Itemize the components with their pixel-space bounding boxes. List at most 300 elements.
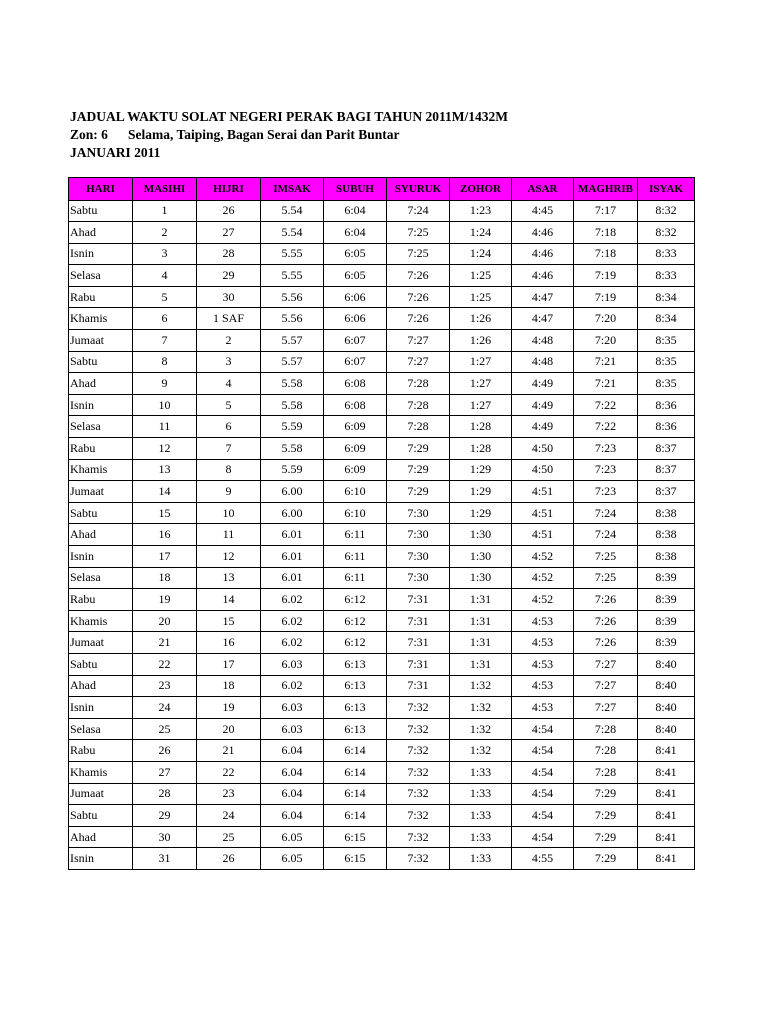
header-syuruk: SYURUK [387,178,450,201]
cell-masihi: 24 [133,697,197,719]
cell-day: Jumaat [69,783,133,805]
table-row [69,761,695,783]
cell-maghrib: 7:26 [574,589,638,611]
cell-maghrib: 7:19 [574,286,638,308]
table-row [69,502,695,524]
cell-imsak: 6.04 [261,761,324,783]
table-row [69,567,695,589]
cell-masihi: 23 [133,675,197,697]
cell-day: Isnin [69,546,133,568]
cell-isyak: 8:33 [638,243,695,265]
cell-day: Rabu [69,438,133,460]
cell-masihi: 30 [133,826,197,848]
cell-masihi: 1 [133,200,197,222]
table-row [69,610,695,632]
cell-day: Ahad [69,826,133,848]
cell-hijri: 21 [197,740,261,762]
cell-asar: 4:53 [512,697,574,719]
cell-hijri: 12 [197,546,261,568]
cell-imsak: 6.00 [261,481,324,503]
cell-hijri: 3 [197,351,261,373]
cell-asar: 4:48 [512,330,574,352]
cell-zohor: 1:33 [450,783,512,805]
cell-asar: 4:48 [512,351,574,373]
cell-day: Ahad [69,675,133,697]
cell-day: Jumaat [69,481,133,503]
cell-syuruk: 7:30 [387,546,450,568]
cell-masihi: 21 [133,632,197,654]
table-row [69,308,695,330]
cell-subuh: 6:12 [324,589,387,611]
table-row [69,394,695,416]
cell-imsak: 5.57 [261,351,324,373]
cell-masihi: 5 [133,286,197,308]
cell-day: Jumaat [69,632,133,654]
cell-hijri: 28 [197,243,261,265]
cell-maghrib: 7:20 [574,308,638,330]
cell-masihi: 9 [133,373,197,395]
cell-hijri: 6 [197,416,261,438]
cell-day: Ahad [69,524,133,546]
table-row [69,265,695,287]
header-masihi: MASIHI [133,178,197,201]
cell-subuh: 6:04 [324,200,387,222]
header-imsak: IMSAK [261,178,324,201]
cell-day: Rabu [69,286,133,308]
table-row [69,740,695,762]
cell-asar: 4:52 [512,589,574,611]
header-isyak: ISYAK [638,178,695,201]
table-row [69,243,695,265]
cell-syuruk: 7:32 [387,740,450,762]
cell-asar: 4:54 [512,783,574,805]
cell-asar: 4:55 [512,848,574,870]
cell-hijri: 2 [197,330,261,352]
cell-masihi: 19 [133,589,197,611]
cell-isyak: 8:33 [638,265,695,287]
cell-subuh: 6:10 [324,481,387,503]
table-row [69,222,695,244]
cell-maghrib: 7:26 [574,632,638,654]
cell-masihi: 6 [133,308,197,330]
table-row [69,481,695,503]
cell-masihi: 14 [133,481,197,503]
cell-isyak: 8:40 [638,718,695,740]
cell-hijri: 1 SAF [197,308,261,330]
cell-zohor: 1:32 [450,697,512,719]
cell-isyak: 8:41 [638,761,695,783]
header-subuh: SUBUH [324,178,387,201]
cell-syuruk: 7:32 [387,697,450,719]
cell-asar: 4:53 [512,632,574,654]
cell-asar: 4:45 [512,200,574,222]
page-heading [70,108,508,162]
cell-hijri: 7 [197,438,261,460]
cell-asar: 4:52 [512,546,574,568]
cell-syuruk: 7:28 [387,373,450,395]
cell-imsak: 6.03 [261,718,324,740]
cell-asar: 4:54 [512,826,574,848]
cell-masihi: 31 [133,848,197,870]
cell-syuruk: 7:32 [387,718,450,740]
cell-subuh: 6:15 [324,826,387,848]
cell-imsak: 5.57 [261,330,324,352]
cell-asar: 4:49 [512,394,574,416]
cell-day: Isnin [69,394,133,416]
cell-subuh: 6:13 [324,697,387,719]
cell-masihi: 7 [133,330,197,352]
cell-isyak: 8:37 [638,459,695,481]
cell-hijri: 27 [197,222,261,244]
cell-masihi: 20 [133,610,197,632]
cell-zohor: 1:33 [450,761,512,783]
header-hijri: HIJRI [197,178,261,201]
cell-syuruk: 7:28 [387,416,450,438]
cell-imsak: 5.55 [261,243,324,265]
cell-zohor: 1:28 [450,416,512,438]
header-hari: HARI [69,178,133,201]
cell-maghrib: 7:25 [574,567,638,589]
cell-syuruk: 7:32 [387,761,450,783]
cell-day: Khamis [69,610,133,632]
table-row [69,524,695,546]
cell-maghrib: 7:28 [574,718,638,740]
cell-syuruk: 7:27 [387,330,450,352]
cell-subuh: 6:08 [324,373,387,395]
cell-syuruk: 7:32 [387,826,450,848]
zone-label: Zon: 6 [70,127,108,142]
cell-imsak: 6.01 [261,546,324,568]
cell-isyak: 8:36 [638,394,695,416]
cell-day: Sabtu [69,200,133,222]
cell-imsak: 6.02 [261,589,324,611]
header-zohor: ZOHOR [450,178,512,201]
cell-maghrib: 7:18 [574,243,638,265]
cell-masihi: 16 [133,524,197,546]
cell-maghrib: 7:20 [574,330,638,352]
cell-zohor: 1:33 [450,805,512,827]
cell-day: Rabu [69,589,133,611]
cell-maghrib: 7:28 [574,740,638,762]
cell-hijri: 24 [197,805,261,827]
cell-masihi: 29 [133,805,197,827]
cell-zohor: 1:28 [450,438,512,460]
cell-maghrib: 7:27 [574,653,638,675]
cell-maghrib: 7:25 [574,546,638,568]
cell-hijri: 15 [197,610,261,632]
cell-subuh: 6:14 [324,783,387,805]
cell-syuruk: 7:30 [387,524,450,546]
table-row [69,546,695,568]
cell-asar: 4:54 [512,761,574,783]
cell-subuh: 6:13 [324,675,387,697]
cell-isyak: 8:39 [638,610,695,632]
cell-isyak: 8:37 [638,438,695,460]
cell-syuruk: 7:32 [387,848,450,870]
cell-isyak: 8:40 [638,675,695,697]
cell-subuh: 6:14 [324,761,387,783]
cell-syuruk: 7:25 [387,243,450,265]
cell-imsak: 5.55 [261,265,324,287]
cell-syuruk: 7:26 [387,308,450,330]
cell-day: Selasa [69,567,133,589]
cell-asar: 4:54 [512,740,574,762]
table-row [69,459,695,481]
cell-syuruk: 7:26 [387,265,450,287]
table-row [69,200,695,222]
cell-masihi: 22 [133,653,197,675]
cell-maghrib: 7:27 [574,675,638,697]
table-row [69,438,695,460]
cell-asar: 4:52 [512,567,574,589]
cell-maghrib: 7:21 [574,351,638,373]
cell-maghrib: 7:22 [574,394,638,416]
cell-day: Rabu [69,740,133,762]
cell-imsak: 6.02 [261,675,324,697]
cell-maghrib: 7:29 [574,826,638,848]
cell-isyak: 8:41 [638,740,695,762]
cell-hijri: 30 [197,286,261,308]
cell-maghrib: 7:24 [574,502,638,524]
cell-isyak: 8:39 [638,632,695,654]
cell-hijri: 11 [197,524,261,546]
cell-zohor: 1:30 [450,567,512,589]
cell-maghrib: 7:29 [574,783,638,805]
cell-syuruk: 7:27 [387,351,450,373]
cell-zohor: 1:32 [450,718,512,740]
cell-isyak: 8:39 [638,567,695,589]
cell-masihi: 15 [133,502,197,524]
cell-syuruk: 7:29 [387,459,450,481]
cell-hijri: 17 [197,653,261,675]
cell-maghrib: 7:18 [574,222,638,244]
cell-subuh: 6:15 [324,848,387,870]
document-title: JADUAL WAKTU SOLAT NEGERI PERAK BAGI TAHUN 2011M/1432M [70,109,508,124]
cell-masihi: 12 [133,438,197,460]
cell-isyak: 8:34 [638,308,695,330]
table-header-row [69,178,695,201]
cell-isyak: 8:32 [638,222,695,244]
table-row [69,848,695,870]
cell-day: Selasa [69,718,133,740]
cell-masihi: 26 [133,740,197,762]
cell-zohor: 1:32 [450,675,512,697]
cell-hijri: 13 [197,567,261,589]
cell-subuh: 6:06 [324,286,387,308]
cell-imsak: 6.05 [261,826,324,848]
cell-hijri: 23 [197,783,261,805]
cell-subuh: 6:04 [324,222,387,244]
cell-imsak: 5.54 [261,200,324,222]
cell-zohor: 1:26 [450,308,512,330]
table-row [69,373,695,395]
cell-hijri: 5 [197,394,261,416]
cell-subuh: 6:05 [324,243,387,265]
cell-zohor: 1:32 [450,740,512,762]
cell-asar: 4:51 [512,502,574,524]
cell-syuruk: 7:32 [387,805,450,827]
cell-day: Selasa [69,416,133,438]
table-body [69,200,695,869]
cell-zohor: 1:25 [450,265,512,287]
cell-subuh: 6:05 [324,265,387,287]
cell-subuh: 6:06 [324,308,387,330]
cell-subuh: 6:13 [324,718,387,740]
cell-day: Isnin [69,697,133,719]
cell-imsak: 6.01 [261,567,324,589]
cell-zohor: 1:31 [450,610,512,632]
cell-hijri: 10 [197,502,261,524]
cell-syuruk: 7:25 [387,222,450,244]
cell-isyak: 8:41 [638,848,695,870]
cell-isyak: 8:39 [638,589,695,611]
cell-imsak: 5.54 [261,222,324,244]
cell-hijri: 20 [197,718,261,740]
table-row [69,416,695,438]
header-asar: ASAR [512,178,574,201]
cell-imsak: 6.04 [261,783,324,805]
cell-subuh: 6:07 [324,351,387,373]
cell-masihi: 27 [133,761,197,783]
cell-imsak: 5.56 [261,286,324,308]
cell-maghrib: 7:29 [574,848,638,870]
cell-asar: 4:47 [512,308,574,330]
cell-zohor: 1:29 [450,502,512,524]
cell-imsak: 6.05 [261,848,324,870]
cell-zohor: 1:31 [450,632,512,654]
cell-zohor: 1:33 [450,826,512,848]
cell-day: Khamis [69,308,133,330]
cell-zohor: 1:31 [450,653,512,675]
cell-masihi: 2 [133,222,197,244]
table-row [69,632,695,654]
cell-asar: 4:46 [512,265,574,287]
cell-maghrib: 7:22 [574,416,638,438]
cell-isyak: 8:38 [638,546,695,568]
cell-imsak: 5.58 [261,394,324,416]
cell-asar: 4:51 [512,524,574,546]
cell-subuh: 6:12 [324,610,387,632]
cell-day: Sabtu [69,502,133,524]
cell-syuruk: 7:30 [387,567,450,589]
cell-isyak: 8:35 [638,330,695,352]
table-row [69,589,695,611]
cell-zohor: 1:31 [450,589,512,611]
cell-syuruk: 7:26 [387,286,450,308]
cell-hijri: 4 [197,373,261,395]
cell-imsak: 5.59 [261,459,324,481]
cell-subuh: 6:08 [324,394,387,416]
cell-isyak: 8:34 [638,286,695,308]
cell-masihi: 3 [133,243,197,265]
cell-asar: 4:54 [512,805,574,827]
cell-subuh: 6:10 [324,502,387,524]
cell-zohor: 1:29 [450,459,512,481]
cell-hijri: 22 [197,761,261,783]
cell-imsak: 6.02 [261,632,324,654]
cell-isyak: 8:37 [638,481,695,503]
table-row [69,783,695,805]
table-row [69,286,695,308]
cell-isyak: 8:35 [638,351,695,373]
table-row [69,697,695,719]
cell-hijri: 29 [197,265,261,287]
table-row [69,718,695,740]
cell-hijri: 9 [197,481,261,503]
cell-asar: 4:50 [512,459,574,481]
cell-isyak: 8:35 [638,373,695,395]
table-row [69,805,695,827]
cell-day: Ahad [69,222,133,244]
zone-line [70,126,508,144]
cell-syuruk: 7:31 [387,675,450,697]
cell-maghrib: 7:19 [574,265,638,287]
cell-asar: 4:46 [512,222,574,244]
cell-subuh: 6:09 [324,459,387,481]
cell-imsak: 6.04 [261,740,324,762]
cell-asar: 4:53 [512,610,574,632]
cell-subuh: 6:14 [324,740,387,762]
cell-zohor: 1:25 [450,286,512,308]
cell-imsak: 5.58 [261,438,324,460]
cell-day: Selasa [69,265,133,287]
cell-hijri: 14 [197,589,261,611]
cell-masihi: 8 [133,351,197,373]
cell-isyak: 8:40 [638,697,695,719]
cell-maghrib: 7:26 [574,610,638,632]
cell-syuruk: 7:31 [387,589,450,611]
cell-syuruk: 7:31 [387,632,450,654]
cell-asar: 4:51 [512,481,574,503]
cell-isyak: 8:41 [638,783,695,805]
cell-syuruk: 7:28 [387,394,450,416]
cell-zohor: 1:27 [450,373,512,395]
cell-zohor: 1:29 [450,481,512,503]
cell-subuh: 6:07 [324,330,387,352]
cell-subuh: 6:09 [324,416,387,438]
cell-syuruk: 7:31 [387,653,450,675]
cell-syuruk: 7:31 [387,610,450,632]
cell-day: Jumaat [69,330,133,352]
cell-subuh: 6:13 [324,653,387,675]
cell-hijri: 26 [197,848,261,870]
cell-subuh: 6:11 [324,567,387,589]
cell-masihi: 13 [133,459,197,481]
cell-asar: 4:49 [512,416,574,438]
cell-imsak: 6.03 [261,697,324,719]
cell-zohor: 1:24 [450,222,512,244]
cell-maghrib: 7:28 [574,761,638,783]
cell-hijri: 26 [197,200,261,222]
cell-hijri: 19 [197,697,261,719]
cell-hijri: 8 [197,459,261,481]
cell-day: Sabtu [69,351,133,373]
cell-imsak: 5.59 [261,416,324,438]
cell-masihi: 10 [133,394,197,416]
cell-asar: 4:46 [512,243,574,265]
cell-day: Isnin [69,243,133,265]
cell-subuh: 6:09 [324,438,387,460]
cell-imsak: 6.04 [261,805,324,827]
cell-isyak: 8:40 [638,653,695,675]
cell-isyak: 8:36 [638,416,695,438]
cell-imsak: 6.01 [261,524,324,546]
header-maghrib: MAGHRIB [574,178,638,201]
cell-maghrib: 7:23 [574,438,638,460]
cell-masihi: 25 [133,718,197,740]
cell-subuh: 6:12 [324,632,387,654]
cell-syuruk: 7:24 [387,200,450,222]
